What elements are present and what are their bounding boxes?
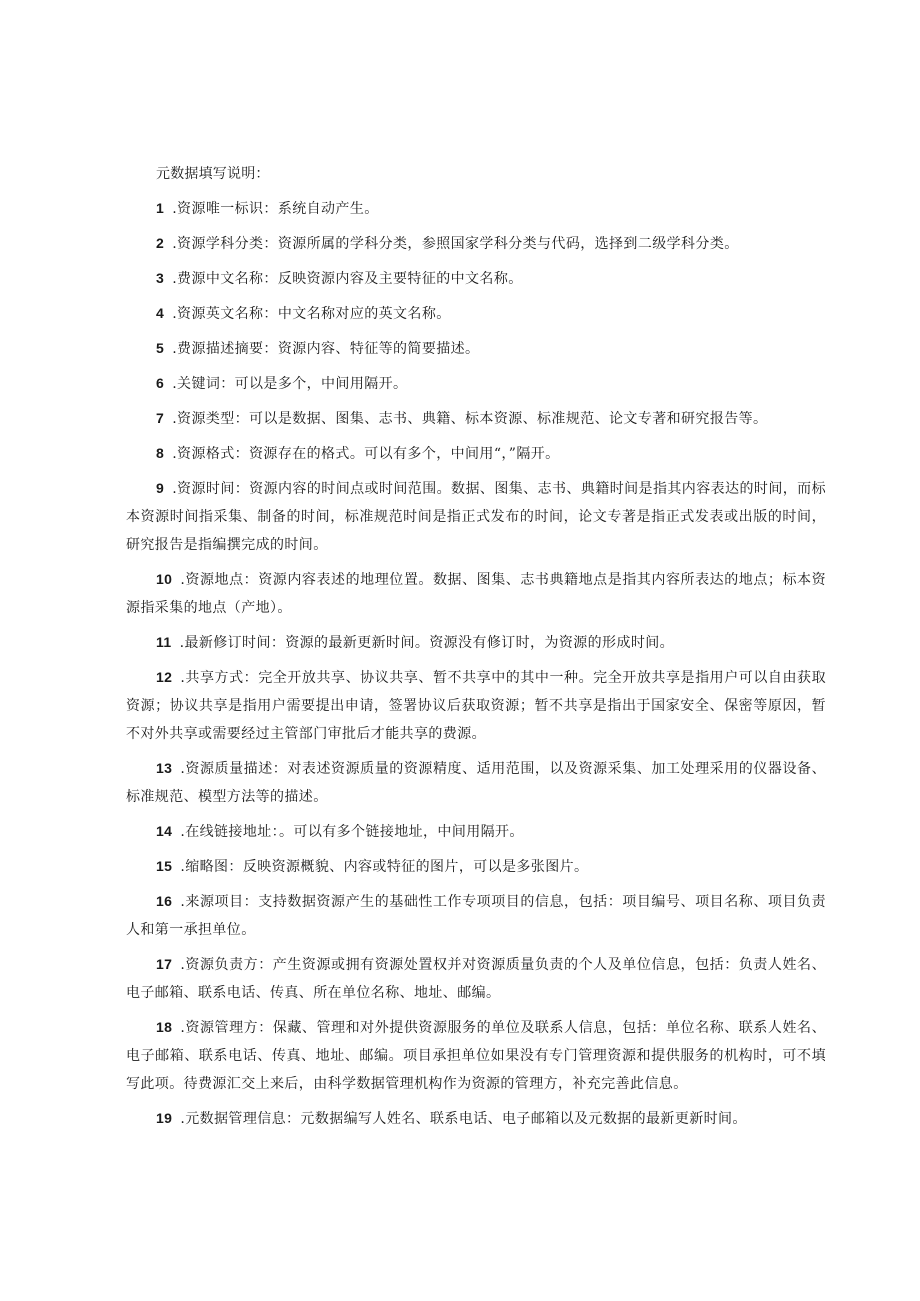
instruction-item-1 (126, 194, 826, 223)
item-number: 4 (156, 305, 165, 321)
instruction-item-12 (126, 663, 826, 748)
item-number: 1 (156, 200, 165, 216)
item-number: 16 (156, 893, 173, 909)
item-text: .元数据管理信息：元数据编写人姓名、联系电话、电子邮箱以及元数据的最新更新时间。 (180, 1111, 747, 1127)
item-number: 3 (156, 270, 165, 286)
item-text: .缩略图：反映资源概貌、内容或特征的图片，可以是多张图片。 (180, 859, 589, 875)
item-text: .资源格式：资源存在的格式。可以有多个，中间用“，”隔开。 (172, 446, 560, 462)
item-number: 17 (156, 956, 173, 972)
item-text: .来源项目：支持数据资源产生的基础性工作专项项目的信息，包括：项目编号、项目名称、项目负责人和第一承担单位。 (126, 894, 826, 938)
item-text: .资源负责方：产生资源或拥有资源处置权并对资源质量负责的个人及单位信息，包括：负责人姓名、电子邮箱、联系电话、传真、所在单位名称、地址、邮编。 (126, 957, 826, 1001)
doc-heading: 元数据填写说明： (156, 166, 270, 182)
item-text: .资源时间：资源内容的时间点或时间范围。数据、图集、志书、典籍时间是指其内容表达的时间，而标本资源时间指采集、制备的时间，标准规范时间是指正式发布的时间，论文专著是指正式发表或出版的时间，研究报告是指编撰完成的时间。 (126, 481, 826, 553)
item-number: 9 (156, 480, 165, 496)
item-number: 13 (156, 760, 173, 776)
item-text: .资源质量描述：对表述资源质量的资源精度、适用范围，以及资源采集、加工处理采用的仪器设备、标准规范、模型方法等的描述。 (126, 761, 826, 805)
item-text: .在线链接地址：。可以有多个链接地址，中间用隔开。 (180, 824, 524, 840)
instruction-item-6 (126, 369, 826, 398)
item-number: 5 (156, 340, 165, 356)
item-number: 6 (156, 375, 165, 391)
instruction-item-19 (126, 1104, 826, 1133)
instruction-item-9 (126, 474, 826, 559)
instruction-item-15 (126, 852, 826, 881)
item-text: .费源描述摘要：资源内容、特征等的简要描述。 (172, 341, 480, 357)
item-text: .共享方式：完全开放共享、协议共享、暂不共享中的其中一种。完全开放共享是指用户可以自由获取资源；协议共享是指用户需要提出申请，签署协议后获取资源；暂不共享是指出于国家安全、保密等原因，暂不对外共享或需要经过主管部门审批后才能共享的费源。 (126, 670, 826, 742)
instruction-item-14 (126, 817, 826, 846)
item-text: .关键词：可以是多个，中间用隔开。 (172, 376, 408, 392)
instruction-item-2 (126, 229, 826, 258)
item-text: .资源类型：可以是数据、图集、志书、典籍、标本资源、标准规范、论文专著和研究报告等。 (172, 411, 768, 427)
item-text: .最新修订时间：资源的最新更新时间。资源没有修订时，为资源的形成时间。 (179, 635, 675, 651)
item-number: 18 (156, 1019, 173, 1035)
metadata-instructions (126, 160, 826, 1139)
item-text: .资源英文名称：中文名称对应的英文名称。 (172, 306, 451, 322)
instruction-list (126, 194, 826, 1133)
item-text: .资源管理方：保藏、管理和对外提供资源服务的单位及联系人信息，包括：单位名称、联系人姓名、电子邮箱、联系电话、传真、地址、邮编。项目承担单位如果没有专门管理资源和提供服务的机构时，可不填写此项。待费源汇交上来后，由科学数据管理机构作为资源的管理方，补充完善此信息。 (126, 1020, 826, 1092)
item-number: 14 (156, 823, 173, 839)
instruction-item-4 (126, 299, 826, 328)
item-text: .资源学科分类：资源所属的学科分类，参照国家学科分类与代码，选择到二级学科分类。 (172, 236, 739, 252)
item-text: .资源唯一标识：系统自动产生。 (172, 201, 379, 217)
instruction-item-11 (126, 628, 826, 657)
instruction-item-16 (126, 887, 826, 944)
item-number: 12 (156, 669, 173, 685)
instruction-item-10 (126, 565, 826, 622)
instruction-item-17 (126, 950, 826, 1007)
item-number: 10 (156, 571, 173, 587)
instruction-item-18 (126, 1013, 826, 1098)
item-number: 19 (156, 1110, 173, 1126)
instruction-item-7 (126, 404, 826, 433)
instruction-item-8 (126, 439, 826, 468)
item-number: 2 (156, 235, 165, 251)
item-text: .费源中文名称：反映资源内容及主要特征的中文名称。 (172, 271, 523, 287)
instruction-item-3 (126, 264, 826, 293)
item-text: .资源地点：资源内容表述的地理位置。数据、图集、志书典籍地点是指其内容所表达的地点；标本资源指采集的地点（产地）。 (126, 572, 826, 616)
item-number: 15 (156, 858, 173, 874)
item-number: 11 (156, 634, 172, 650)
item-number: 7 (156, 410, 165, 426)
instruction-item-13 (126, 754, 826, 811)
item-number: 8 (156, 445, 165, 461)
instruction-item-5 (126, 334, 826, 363)
